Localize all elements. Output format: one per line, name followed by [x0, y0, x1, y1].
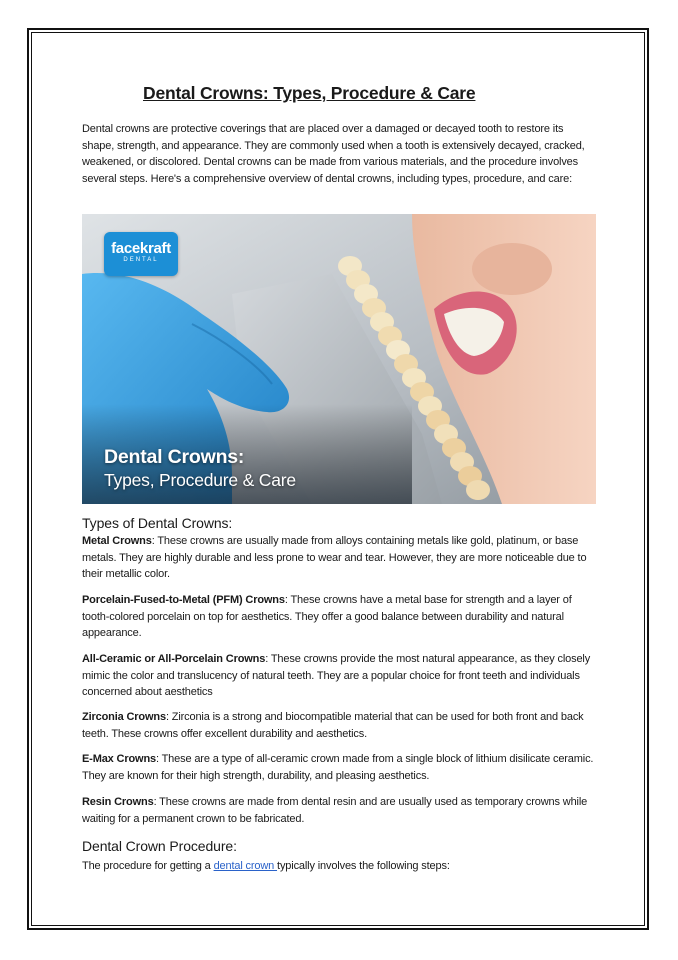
- type-name: All-Ceramic or All-Porcelain Crowns: [82, 653, 266, 665]
- type-name: Metal Crowns: [82, 535, 152, 547]
- hero-title: Dental Crowns:: [104, 446, 245, 468]
- dental-crown-link[interactable]: dental crown: [213, 860, 278, 872]
- procedure-text-before: The procedure for getting a: [82, 860, 214, 872]
- type-name: Resin Crowns: [82, 796, 154, 808]
- type-zirconia: [82, 709, 598, 742]
- type-name: Porcelain-Fused-to-Metal (PFM) Crowns: [82, 594, 285, 606]
- facekraft-logo: facekraft DENTAL: [104, 232, 178, 276]
- procedure-heading: Dental Crown Procedure:: [82, 838, 237, 854]
- type-resin: [82, 794, 598, 827]
- type-text: : These crowns provide the most natural appearance, as they closely mimic the color and translucency of natural teeth. They are a popular choice for front teeth and individuals concerned about aesthetics: [82, 653, 591, 699]
- type-metal: [82, 533, 598, 583]
- type-name: Zirconia Crowns: [82, 711, 166, 723]
- hero-image: [82, 214, 596, 504]
- nose: [472, 243, 552, 295]
- type-pfm: [82, 592, 598, 642]
- types-heading: Types of Dental Crowns:: [82, 515, 233, 531]
- intro-paragraph: Dental crowns are protective coverings that are placed over a damaged or decayed tooth to restore its shape, strength, and appearance. They are commonly used when a tooth is extensively decayed, cracked, weakened, or discolored. Dental crowns can be made from various materials, and the procedure involves several steps. Here's a comprehensive overview of dental crowns, including types, procedure, and care:: [82, 123, 585, 185]
- procedure-paragraph: [82, 858, 598, 875]
- hero-subtitle: Types, Procedure & Care: [104, 470, 296, 490]
- type-emax: [82, 751, 598, 784]
- type-text: : These crowns are usually made from alloys containing metals like gold, platinum, or base metals. They are highly durable and less prone to wear and tear. However, they are more noticeable due to their metallic color.: [82, 535, 587, 581]
- type-text: : These crowns have a metal base for strength and a layer of tooth-colored porcelain on top for aesthetics. They offer a good balance between durability and natural appearance.: [82, 594, 572, 640]
- type-text: : These are a type of all-ceramic crown made from a single block of lithium disilicate ceramic. They are known for their high strength, durability, and pleasing aesthetics.: [82, 753, 594, 782]
- document-title: Dental Crowns: Types, Procedure & Care: [143, 83, 476, 103]
- type-all-ceramic: [82, 651, 598, 701]
- type-text: : These crowns are made from dental resin and are usually used as temporary crowns while waiting for a permanent crown to be fabricated.: [82, 796, 588, 825]
- type-name: E-Max Crowns: [82, 753, 156, 765]
- procedure-text-after: typically involves the following steps:: [277, 860, 450, 872]
- type-text: : Zirconia is a strong and biocompatible material that can be used for both front and back teeth. These crowns offer excellent durability and aesthetics.: [82, 711, 584, 740]
